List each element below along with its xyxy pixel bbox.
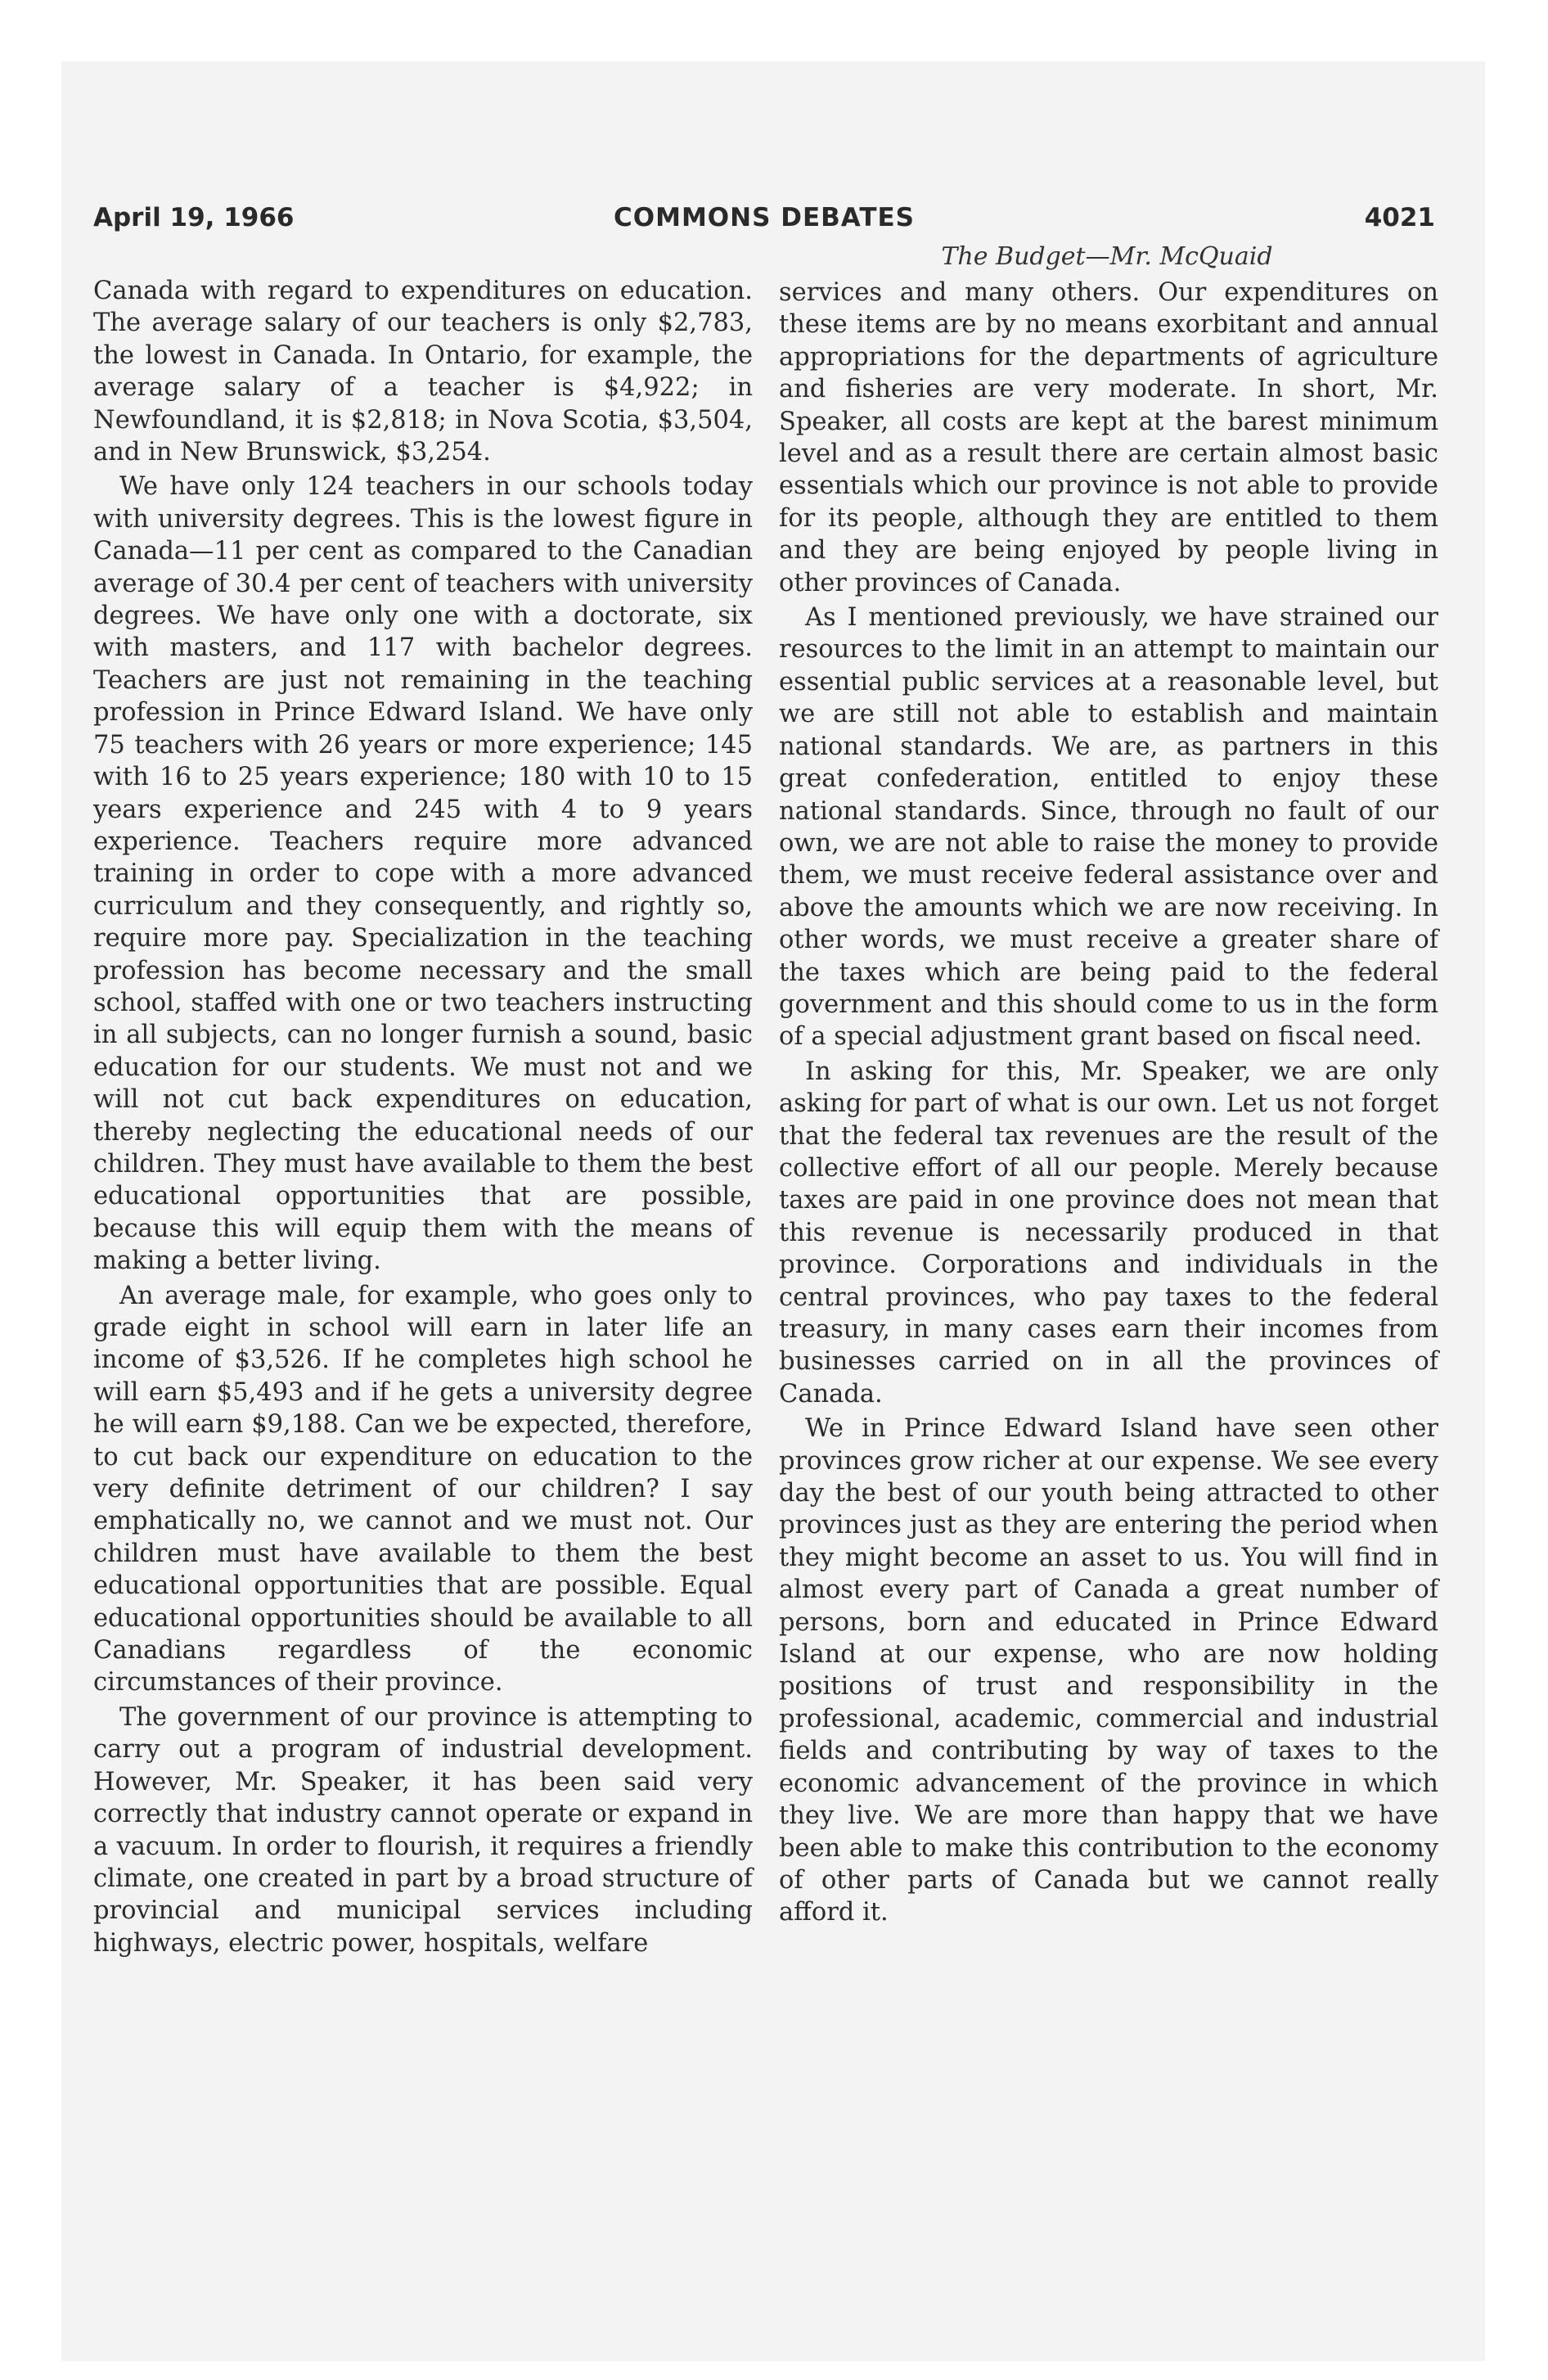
paragraph: In asking for this, Mr. Speaker, we are only asking for part of what is our own. Let us not forget that the federal tax revenues are the result of the collective effort of all our people. Merely because taxes are paid in one province does not mean that this revenue is necessarily produced in that province. Corporations and individuals in the central provinces, who pay taxes to the federal treasury, in many cases earn their incomes from businesses carried on in all the provinces of Canada. <box>779 1057 1438 1409</box>
paragraph: The government of our province is attempting to carry out a program of industrial development. However, Mr. Speaker, it has been said very correctly that industry cannot operate or expand in a vacuum. In order to flourish, it requires a friendly climate, one created in part by a broad structure of provincial and municipal services including highways, electric power, hospitals, welfare <box>93 1702 753 1958</box>
left-column <box>93 275 753 1962</box>
header-title: COMMONS DEBATES <box>614 203 915 232</box>
paragraph: An average male, for example, who goes only to grade eight in school will earn in later life an income of $3,526. If he completes high school he will earn $5,493 and if he gets a university degree he will earn $9,188. Can we be expected, therefore, to cut back our expenditure on education to the very definite detriment of our children? I say emphatically no, we cannot and we must not. Our children must have available to them the best educational opportunities that are possible. Equal educational opportunities should be available to all Canadians regardless of the economic circumstances of their province. <box>93 1281 753 1697</box>
right-column <box>779 277 1438 1931</box>
page-header <box>93 203 1435 239</box>
header-date: April 19, 1966 <box>93 203 295 232</box>
paragraph: As I mentioned previously, we have strained our resources to the limit in an attempt to maintain our essential public services at a reasonable level, but we are still not able to establish and maintain national standards. We are, as partners in this great confederation, entitled to enjoy these national standards. Since, through no fault of our own, we are not able to raise the money to provide them, we must receive federal assistance over and above the amounts which we are now receiving. In other words, we must receive a greater share of the taxes which are being paid to the federal government and this should come to us in the form of a special adjustment grant based on fiscal need. <box>779 603 1438 1052</box>
header-subheading: The Budget—Mr. McQuaid <box>941 242 1273 271</box>
paragraph: We in Prince Edward Island have seen other provinces grow richer at our expense. We see every day the best of our youth being attracted to other provinces just as they are entering the period when they might become an asset to us. You will find in almost every part of Canada a great number of persons, born and educated in Prince Edward Island at our expense, who are now holding positions of trust and responsibility in the professional, academic, commercial and industrial fields and contributing by way of taxes to the economic advancement of the province in which they live. We are more than happy that we have been able to make this contribution to the economy of other parts of Canada but we cannot really afford it. <box>779 1414 1438 1927</box>
paragraph: services and many others. Our expenditures on these items are by no means exorbitant and annual appropriations for the departments of agriculture and fisheries are very moderate. In short, Mr. Speaker, all costs are kept at the barest minimum level and as a result there are certain almost basic essentials which our province is not able to provide for its people, although they are entitled to them and they are being enjoyed by people living in other provinces of Canada. <box>779 278 1438 597</box>
paragraph: We have only 124 teachers in our schools today with university degrees. This is the lowest figure in Canada—11 per cent as compared to the Canadian average of 30.4 per cent of teachers with university degrees. We have only one with a doctorate, six with masters, and 117 with bachelor degrees. Teachers are just not remaining in the teaching profession in Prince Edward Island. We have only 75 teachers with 26 years or more experience; 145 with 16 to 25 years experience; 180 with 10 to 15 years experience and 245 with 4 to 9 years experience. Teachers require more advanced training in order to cope with a more advanced curriculum and they consequently, and rightly so, require more pay. Specialization in the teaching profession has become necessary and the small school, staffed with one or two teachers instructing in all subjects, can no longer furnish a sound, basic education for our students. We must not and we will not cut back expenditures on education, thereby neglecting the educational needs of our children. They must have available to them the best educational opportunities that are possible, because this will equip them with the means of making a better living. <box>93 472 753 1276</box>
header-page-number: 4021 <box>1364 203 1435 232</box>
paragraph: Canada with regard to expenditures on education. The average salary of our teachers is only $2,783, the lowest in Canada. In Ontario, for example, the average salary of a teacher is $4,922; in Newfoundland, it is $2,818; in Nova Scotia, $3,504, and in New Brunswick, $3,254. <box>93 277 753 467</box>
